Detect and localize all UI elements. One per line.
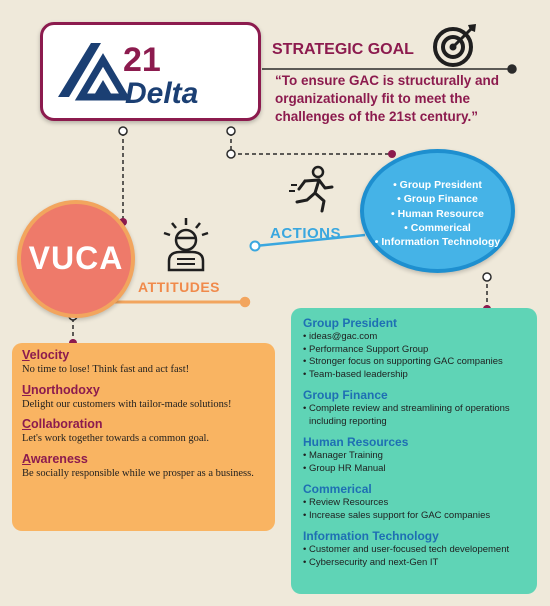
detail-item: • Cybersecurity and next-Gen IT	[303, 557, 525, 570]
actions-item: • Group Finance	[397, 193, 478, 206]
attitude-initial: U	[22, 382, 32, 397]
detail-section-group-finance	[303, 388, 525, 428]
attitude-title	[22, 417, 265, 432]
attitude-title	[22, 452, 265, 467]
vuca-label: VUCA	[28, 240, 124, 276]
strategic-goal-title: STRATEGIC GOAL	[272, 41, 414, 58]
details-box	[291, 308, 537, 594]
detail-item: • Team-based leadership	[303, 369, 525, 382]
detail-title: Group President	[303, 316, 398, 330]
detail-title: Information Technology	[303, 529, 439, 543]
delta-21-logo	[43, 25, 252, 112]
detail-title: Group Finance	[303, 388, 388, 402]
attitude-desc: Let's work together towards a common goal.	[22, 433, 210, 444]
attitude-item-unorthodoxy	[22, 383, 265, 412]
attitudes-label: ATTITUDES	[138, 279, 221, 295]
logo-number: 21	[123, 41, 161, 79]
logo-box	[40, 22, 261, 121]
attitude-initial: V	[22, 348, 30, 362]
detail-section-information-technology	[303, 529, 525, 569]
detail-item: • Customer and user-focused tech developement	[303, 544, 525, 557]
detail-section-commerical	[303, 482, 525, 522]
detail-section-group-president	[303, 316, 525, 381]
detail-list	[303, 450, 525, 475]
detail-item: • Increase sales support for GAC companies	[303, 510, 525, 523]
detail-item: • Complete review and streamlining of operations including reporting	[303, 403, 525, 428]
detail-item: • Manager Training	[303, 450, 525, 463]
detail-item: • Review Resources	[303, 497, 525, 510]
attitude-title-rest: wareness	[30, 451, 88, 466]
attitude-title-rest: northodoxy	[31, 382, 100, 397]
detail-list	[303, 544, 525, 569]
actions-item: • Commerical	[404, 221, 471, 234]
detail-list	[303, 331, 525, 381]
detail-list	[303, 497, 525, 522]
actions-item: • Information Technology	[374, 236, 501, 249]
attitude-title	[22, 348, 265, 363]
attitude-initial: A	[22, 451, 31, 466]
actions-label: ACTIONS	[270, 225, 341, 242]
alert-person-icon	[160, 216, 212, 274]
attitude-title-rest: elocity	[29, 348, 70, 362]
detail-item: • Performance Support Group	[303, 344, 525, 357]
detail-item: • Group HR Manual	[303, 463, 525, 476]
strategic-goal-quote: “To ensure GAC is structurally and organizationally fit to meet the challenges of the 21st century.”	[275, 73, 500, 124]
attitude-item-collaboration	[22, 417, 265, 446]
actions-item: • Human Resource	[391, 207, 484, 220]
detail-section-human-resources	[303, 435, 525, 475]
running-person-icon	[289, 165, 335, 215]
detail-list	[303, 403, 525, 428]
attitude-desc: Delight our customers with tailor-made solutions!	[22, 398, 232, 410]
actions-item: • Group President	[393, 179, 482, 191]
attitudes-box	[12, 343, 275, 531]
attitude-title	[22, 383, 265, 398]
attitude-title-rest: ollaboration	[31, 417, 103, 431]
detail-title: Human Resources	[303, 435, 409, 449]
detail-item: • ideas@gac.com	[303, 331, 525, 344]
logo-word: Delta	[125, 77, 199, 110]
target-icon	[432, 22, 478, 68]
actions-list	[360, 178, 515, 249]
attitude-initial: C	[22, 417, 32, 431]
detail-item: • Stronger focus on supporting GAC companies	[303, 356, 525, 369]
detail-title: Commerical	[303, 482, 372, 496]
attitude-item-velocity	[22, 348, 265, 377]
attitude-desc: Be socially responsible while we prosper as a business.	[22, 467, 254, 479]
attitude-item-awareness	[22, 452, 265, 481]
attitude-desc: No time to lose! Think fast and act fast!	[22, 364, 190, 375]
